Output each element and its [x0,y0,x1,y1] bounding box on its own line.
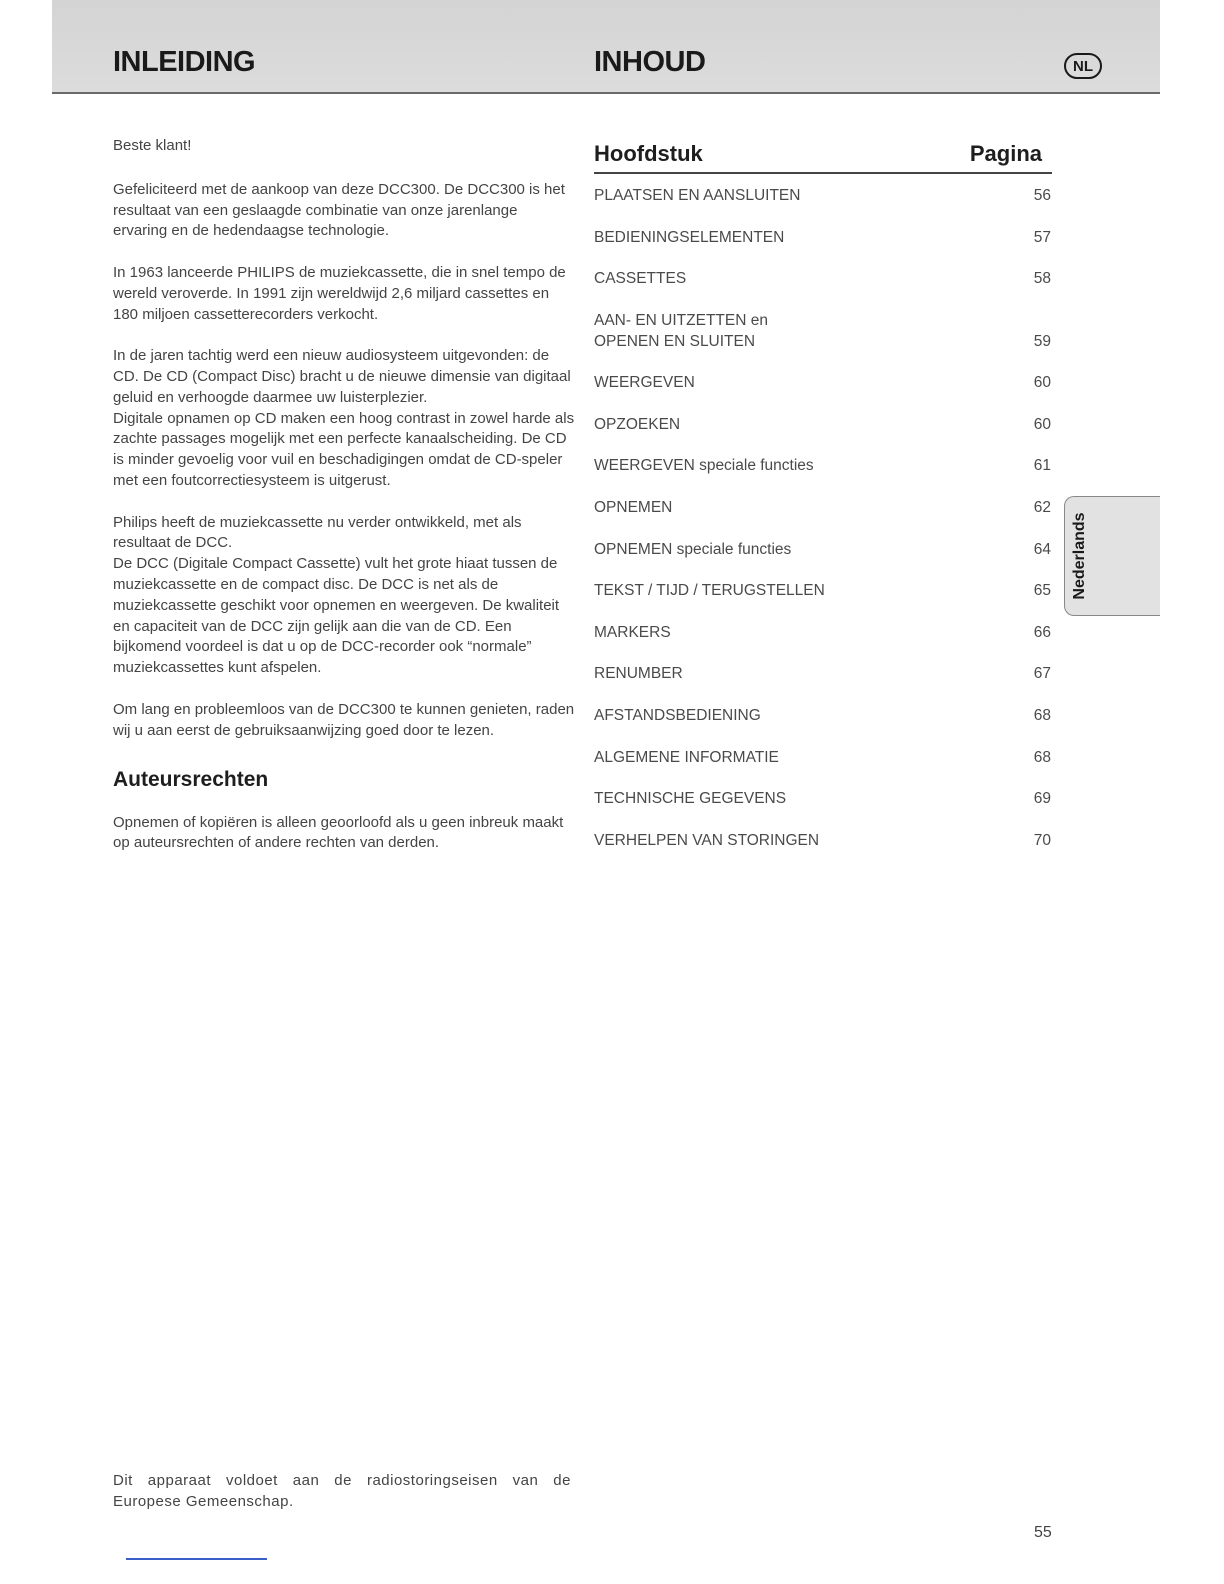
toc-page: 60 [1033,374,1051,392]
toc-item [594,186,1052,207]
toc-item [594,706,1052,727]
toc-chapter: OPZOEKEN [594,415,681,433]
section-title-inleiding: INLEIDING [113,46,256,78]
intro-paragraph: In de jaren tachtig werd een nieuw audiosysteem uitgevonden: de CD. De CD (Compact Disc) bracht u de nieuwe dimensie van digitaal geluid en verhoogde daarmee uw luisterplezier. [113,347,571,406]
toc-page: 65 [1033,582,1051,600]
toc-page: 57 [1033,228,1051,246]
toc-item [594,540,1052,561]
page-number: 55 [1034,1524,1052,1541]
bottom-rule [126,1558,267,1560]
toc-page: 69 [1033,790,1051,808]
toc-page: 68 [1033,748,1051,766]
toc-item [594,456,1052,477]
toc-item [594,831,1052,852]
language-badge: NL [1064,53,1102,79]
toc-page: 70 [1033,831,1051,849]
greeting: Beste klant! [113,137,192,154]
toc-item [594,581,1052,602]
toc-page: 60 [1033,415,1051,433]
toc-item [594,789,1052,810]
side-tab-label: Nederlands [1071,512,1088,600]
toc-page: 68 [1033,706,1051,724]
copyright-heading: Auteursrechten [113,768,269,792]
toc-header [594,136,1052,174]
toc-page: 66 [1033,623,1051,641]
toc-chapter: CASSETTES [594,270,687,288]
intro-paragraph: Gefeliciteerd met de aankoop van deze DCC300. De DCC300 is het resultaat van een geslaagde combinatie van onze jarenlange ervaring en de hedendaagse technologie. [113,180,565,240]
toc-page: 59 [1033,332,1051,350]
intro-paragraph: In 1963 lanceerde PHILIPS de muziekcassette, die in snel tempo de wereld veroverde. In 1991 zijn wereldwijd 2,6 miljard cassettes en 180 miljoen cassetterecorders verkocht. [113,263,566,323]
toc-chapter: AAN- EN UITZETTEN en OPENEN EN SLUITEN [594,311,768,350]
toc-item [594,373,1052,394]
intro-paragraph: Philips heeft de muziekcassette nu verder ontwikkeld, met als resultaat de DCC. [113,513,522,552]
intro-paragraph: De DCC (Digitale Compact Cassette) vult het grote hiaat tussen de muziekcassette en de compact disc. De DCC is net als de muziekcassette geschikt voor opnemen en weergeven. De kwaliteit en capaciteit van de DCC zijn gelijk aan die van de CD. Een bijkomend voordeel is dat u op de DCC-recorder ook “normale” muziekcassettes kunt afspelen. [113,555,560,677]
toc-item [594,415,1052,436]
toc-chapter-header: Hoofdstuk [594,141,703,166]
toc-page: 58 [1033,270,1051,288]
toc-item [594,623,1052,644]
section-title-inhoud: INHOUD [594,46,706,78]
toc-item [594,748,1052,769]
toc-item [594,664,1052,685]
toc-chapter: WEERGEVEN [594,374,695,392]
intro-column [113,136,575,875]
toc-chapter: TECHNISCHE GEGEVENS [594,790,787,808]
footer-note: Dit apparaat voldoet aan de radiostoringseisen van de Europese Gemeenschap. [113,1472,571,1510]
toc-page: 56 [1033,187,1051,204]
toc-chapter: VERHELPEN VAN STORINGEN [594,831,820,849]
toc-chapter: OPNEMEN [594,498,673,516]
toc-item [594,498,1052,519]
toc-chapter: BEDIENINGSELEMENTEN [594,228,785,246]
toc-chapter: MARKERS [594,623,671,641]
toc-page: 62 [1033,498,1051,516]
toc-item [594,311,1052,353]
toc-page-header: Pagina [969,141,1042,166]
toc-page: 61 [1033,457,1051,475]
toc-chapter: TEKST / TIJD / TERUGSTELLEN [594,582,825,600]
intro-paragraph: Om lang en probleemloos van de DCC300 te kunnen genieten, raden wij u aan eerst de gebruiksaanwijzing goed door te lezen. [113,700,575,739]
toc-chapter: OPNEMEN speciale functies [594,540,792,558]
toc-page: 64 [1033,540,1051,558]
copyright-text: Opnemen of kopiëren is alleen geoorloofd als u geen inbreuk maakt op auteursrechten of andere rechten van derden. [113,813,564,852]
toc-chapter: WEERGEVEN speciale functies [594,457,814,475]
table-of-contents [594,186,1052,872]
toc-page: 67 [1033,665,1051,683]
toc-chapter: AFSTANDSBEDIENING [594,706,761,724]
toc-chapter: RENUMBER [594,665,683,683]
toc-item [594,228,1052,249]
toc-chapter: PLAATSEN EN AANSLUITEN [594,187,801,204]
toc-item [594,269,1052,290]
intro-paragraph: Digitale opnamen op CD maken een hoog contrast in zowel harde als zachte passages mogelijk met een perfecte kanaalscheiding. De CD is minder gevoelig voor vuil en beschadigingen omdat de CD-speler met een foutcorrectiesysteem is uitgerust. [113,409,575,489]
toc-chapter: ALGEMENE INFORMATIE [594,748,779,766]
